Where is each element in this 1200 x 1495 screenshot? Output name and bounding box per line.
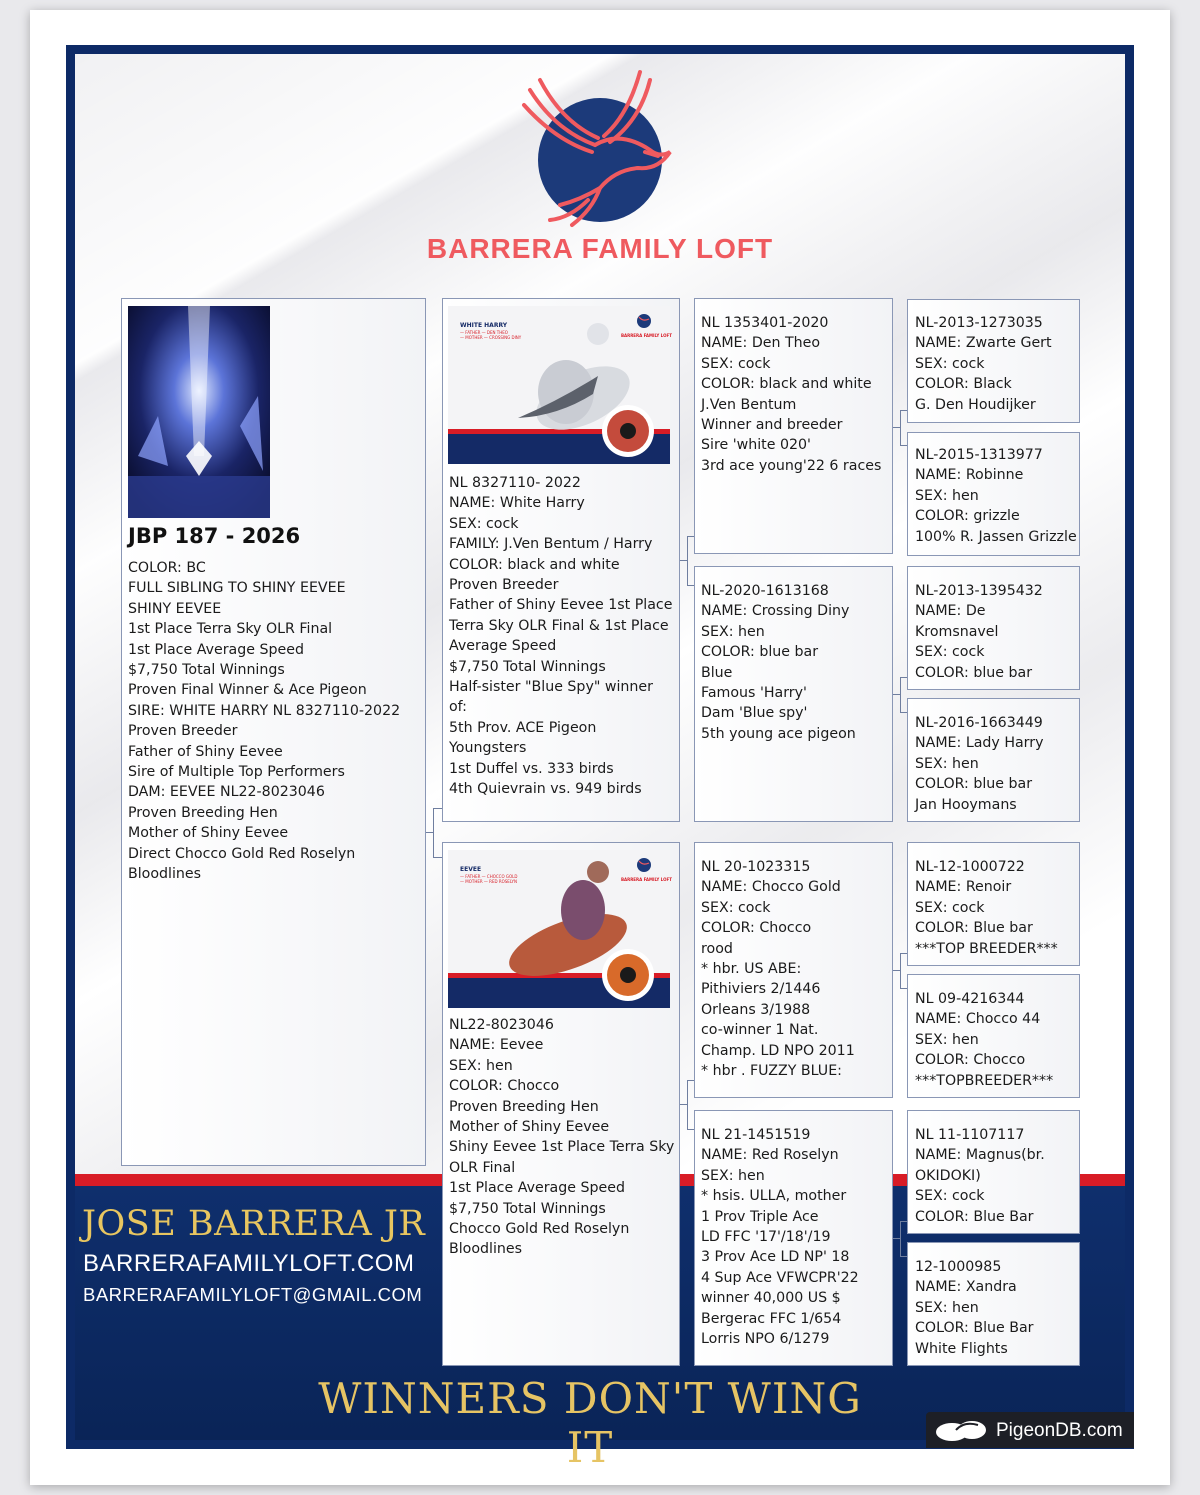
slogan: WINNERS DON'T WING IT [318,1374,862,1472]
granddam-maternal-card [694,1110,893,1366]
owner-name: JOSE BARRERA JR [82,1204,426,1244]
pigeondb-watermark[interactable] [926,1412,1134,1448]
ggp-details-6: NL 09-4216344 NAME: Chocco 44 SEX: hen COLOR: Chocco ***TOPBREEDER*** [915,991,1054,1089]
ggp-card-2 [907,432,1080,556]
ggp-card-3 [907,566,1080,690]
ggp-card-5 [907,842,1080,966]
granddam-paternal-card [694,566,893,822]
grandsire-maternal-card [694,842,893,1098]
sire-photo-title: WHITE HARRY [460,322,508,329]
phoenix-logo-icon [636,313,652,329]
dam-photo-subtitle: — FATHER — CHOCCO GOLD — MOTHER — RED ROSELYN [460,874,518,884]
ggp-card-1 [907,299,1080,423]
ggp-details-2: NL-2015-1313977 NAME: Robinne SEX: hen COLOR: grizzle 100% R. Jassen Grizzle [915,447,1077,545]
brand-name: BARRERA FAMILY LOFT [426,233,774,264]
ggp-card-6 [907,974,1080,1098]
pigeondb-logo-icon [934,1417,990,1443]
sire-photo-brand: BARRERA FAMILY LOFT [621,333,672,338]
main-bird-card [121,298,426,1166]
ggp-card-7 [907,1110,1080,1234]
dam-details: NL22-8023046 NAME: Eevee SEX: hen COLOR: Chocco Proven Breeding Hen Mother of Shiny Eevee Shiny Eevee 1st Place Terra Sky OLR Final 1st Place Average Speed $7,750 Total Winnings Chocco Gold Red Roselyn Bloodlines [449,1017,675,1258]
ggp-details-5: NL-12-1000722 NAME: Renoir SEX: cock COLOR: Blue bar ***TOP BREEDER*** [915,859,1058,957]
crystal-image [128,306,270,518]
main-ring-number: JBP 187 - 2026 [128,524,301,548]
ggp-details-7: NL 11-1107117 NAME: Magnus(br. OKIDOKI) SEX: cock COLOR: Blue Bar [915,1127,1045,1225]
ggp-details-8: 12-1000985 NAME: Xandra SEX: hen COLOR: Blue Bar White Flights [915,1259,1034,1357]
ggp-card-8 [907,1242,1080,1366]
sire-card [442,298,680,822]
sire-photo-subtitle: — FATHER — DEN THEO — MOTHER — CROSSING DINY [460,330,522,340]
pigeondb-text: PigeonDB.com [996,1420,1123,1441]
granddam-maternal-details: NL 21-1451519 NAME: Red Roselyn SEX: hen * hsis. ULLA, mother 1 Prov Triple Ace LD FFC '17'/18'/19 3 Prov Ace LD NP' 18 4 Sup Ace VFWCPR'22 winner 40,000 US $ Bergerac FFC 1/654 Lorris NPO 6/1279 [701,1127,859,1348]
email-link[interactable]: BARRERAFAMILYLOFT@GMAIL.COM [83,1284,423,1305]
ggp-details-1: NL-2013-1273035 NAME: Zwarte Gert SEX: cock COLOR: Black G. Den Houdijker [915,315,1052,413]
phoenix-logo-icon [636,857,652,873]
dam-photo-brand: BARRERA FAMILY LOFT [621,877,672,882]
ggp-details-4: NL-2016-1663449 NAME: Lady Harry SEX: hen COLOR: blue bar Jan Hooymans [915,715,1044,813]
dam-card [442,842,680,1366]
phoenix-logo-icon [500,60,700,240]
grandsire-paternal-card [694,298,893,554]
grandsire-maternal-details: NL 20-1023315 NAME: Chocco Gold SEX: cock COLOR: Chocco rood * hbr. US ABE: Pithiviers 2/1446 Orleans 3/1988 co-winner 1 Nat. Champ. LD NPO 2011 * hbr . FUZZY BLUE: [701,859,855,1080]
ggp-details-3: NL-2013-1395432 NAME: De Kromsnavel SEX: cock COLOR: blue bar [915,583,1043,681]
sire-details: NL 8327110- 2022 NAME: White Harry SEX: cock FAMILY: J.Ven Bentum / Harry COLOR: black and white Proven Breeder Father of Shiny Eevee 1st Place Terra Sky OLR Final & 1st Place Average Speed $7,750 Total Winnings Half-sister "Blue Spy" winner of: 5th Prov. ACE Pigeon Youngsters 1st Duffel vs. 333 birds 4th Quievrain vs. 949 birds [449,475,673,798]
main-details: COLOR: BC FULL SIBLING TO SHINY EEVEE SHINY EEVEE 1st Place Terra Sky OLR Final 1st Place Average Speed $7,750 Total Winnings Proven Final Winner & Ace Pigeon SIRE: WHITE HARRY NL 8327110-2022 Proven Breeder Father of Shiny Eevee Sire of Multiple Top Performers DAM: EEVEE NL22-8023046 Proven Breeding Hen Mother of Shiny Eevee Direct Chocco Gold Red Roselyn Bloodlines [128,560,401,883]
website-link[interactable]: BARRERAFAMILYLOFT.COM [83,1250,415,1277]
granddam-paternal-details: NL-2020-1613168 NAME: Crossing Diny SEX: hen COLOR: blue bar Blue Famous 'Harry' Dam 'Blue spy' 5th young ace pigeon [701,583,856,742]
grandsire-paternal-details: NL 1353401-2020 NAME: Den Theo SEX: cock COLOR: black and white J.Ven Bentum Winner and breeder Sire 'white 020' 3rd ace young'22 6 races [701,315,882,474]
dam-photo-title: EEVEE [460,866,482,873]
ggp-card-4 [907,698,1080,822]
